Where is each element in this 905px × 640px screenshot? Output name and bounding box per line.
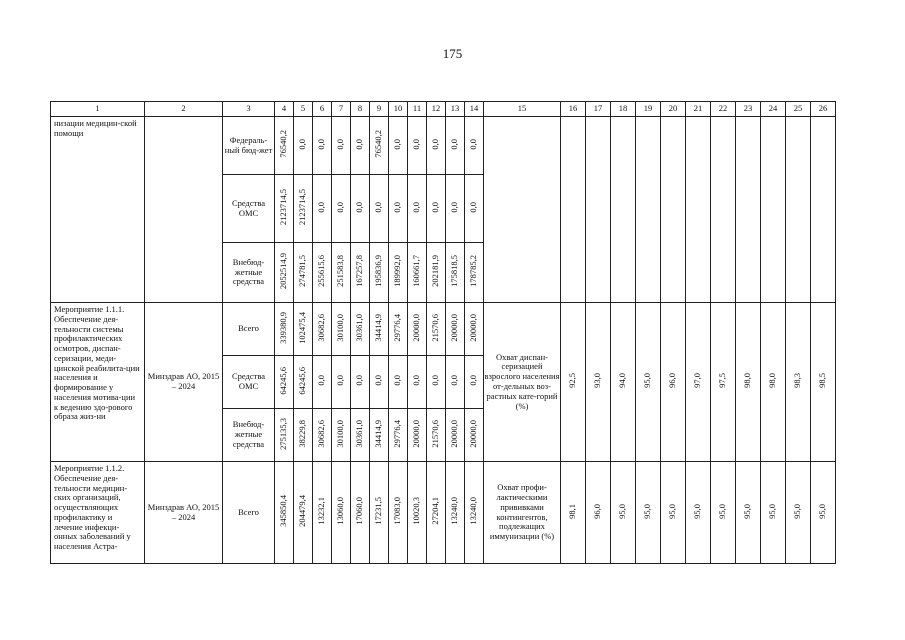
amount-cell-text: 13240,0 bbox=[449, 497, 460, 525]
funding-source-cell: Федераль-ный бюд-жет bbox=[223, 117, 275, 175]
amount-cell-text: 0,0 bbox=[354, 375, 365, 386]
amount-cell-text: 20000,0 bbox=[468, 313, 479, 342]
amount-cell-text: 0,0 bbox=[354, 138, 365, 150]
amount-cell-text: 0,0 bbox=[316, 375, 327, 386]
header-cell: 14 bbox=[465, 102, 484, 117]
amount-cell-text: 13232,1 bbox=[316, 497, 327, 525]
amount-cell-text: 0,0 bbox=[316, 138, 327, 150]
amount-cell-text: 29776,4 bbox=[392, 313, 403, 342]
amount-cell bbox=[427, 409, 446, 462]
amount-cell bbox=[427, 462, 446, 564]
amount-cell-text: 20000,0 bbox=[411, 419, 422, 448]
amount-cell-text: 189992,0 bbox=[392, 255, 403, 288]
target-value-cell bbox=[761, 117, 786, 303]
target-value-cell bbox=[611, 462, 636, 564]
amount-cell bbox=[465, 409, 484, 462]
activity-cell: Мероприятие 1.1.1. Обеспечение дея-тельности системы профилактических осмотров, диспан-серизации, меди-цинской реабилита-ции населения и формирование у населения мотива-ции к ведению здо-рового образа жиз-ни bbox=[51, 303, 145, 462]
amount-cell bbox=[275, 243, 294, 303]
header-cell: 26 bbox=[811, 102, 836, 117]
amount-cell-text: 30682,6 bbox=[316, 313, 327, 342]
amount-cell bbox=[332, 175, 351, 243]
target-value-cell bbox=[786, 117, 811, 303]
header-cell: 18 bbox=[611, 102, 636, 117]
amount-cell-text: 64245,6 bbox=[297, 366, 308, 395]
amount-cell-text: 275135,3 bbox=[278, 417, 289, 450]
amount-cell-text: 0,0 bbox=[297, 138, 308, 150]
target-value-cell bbox=[661, 462, 686, 564]
amount-cell bbox=[408, 175, 427, 243]
amount-cell bbox=[313, 356, 332, 409]
header-cell: 7 bbox=[332, 102, 351, 117]
amount-cell-text: 102475,4 bbox=[297, 311, 308, 344]
amount-cell bbox=[275, 356, 294, 409]
amount-cell-text: 20000,0 bbox=[411, 313, 422, 342]
target-value-cell bbox=[611, 117, 636, 303]
amount-cell bbox=[294, 243, 313, 303]
amount-cell-text: 30100,0 bbox=[335, 313, 346, 342]
amount-cell bbox=[389, 303, 408, 356]
amount-cell bbox=[465, 243, 484, 303]
target-value-cell bbox=[686, 303, 711, 462]
amount-cell bbox=[370, 409, 389, 462]
amount-cell-text: 255615,6 bbox=[316, 255, 327, 288]
amount-cell-text: 13240,0 bbox=[468, 497, 479, 525]
amount-cell-text: 2123714,5 bbox=[297, 189, 308, 226]
amount-cell-text: 17060,0 bbox=[354, 497, 365, 525]
amount-cell-text: 10020,3 bbox=[411, 497, 422, 525]
target-value-cell bbox=[711, 462, 736, 564]
amount-cell bbox=[389, 356, 408, 409]
amount-cell-text: 0,0 bbox=[354, 201, 365, 213]
header-cell: 8 bbox=[351, 102, 370, 117]
amount-cell bbox=[313, 409, 332, 462]
amount-cell-text: 21570,6 bbox=[430, 313, 441, 342]
amount-cell bbox=[446, 409, 465, 462]
target-value-cell-text: 95,0 bbox=[617, 503, 628, 519]
header-cell: 1 bbox=[51, 102, 145, 117]
amount-cell bbox=[313, 175, 332, 243]
header-cell: 20 bbox=[661, 102, 686, 117]
header-cell: 17 bbox=[586, 102, 611, 117]
target-value-cell bbox=[661, 117, 686, 303]
amount-cell-text: 20000,0 bbox=[449, 419, 460, 448]
amount-cell bbox=[332, 462, 351, 564]
target-value-cell bbox=[636, 462, 661, 564]
amount-cell-text: 17083,0 bbox=[392, 497, 403, 525]
amount-cell bbox=[294, 175, 313, 243]
amount-cell bbox=[408, 356, 427, 409]
amount-cell-text: 0,0 bbox=[392, 375, 403, 386]
amount-cell bbox=[465, 462, 484, 564]
amount-cell bbox=[370, 462, 389, 564]
amount-cell-text: 178785,2 bbox=[468, 255, 479, 288]
amount-cell bbox=[351, 175, 370, 243]
amount-cell-text: 204479,4 bbox=[297, 495, 308, 528]
target-value-cell-text: 98,1 bbox=[567, 503, 578, 519]
target-value-cell bbox=[736, 117, 761, 303]
target-value-cell bbox=[811, 303, 836, 462]
amount-cell-text: 38229,8 bbox=[297, 419, 308, 448]
target-value-cell-text: 92,5 bbox=[567, 373, 578, 389]
amount-cell bbox=[408, 243, 427, 303]
header-cell: 2 bbox=[145, 102, 223, 117]
amount-cell bbox=[351, 243, 370, 303]
amount-cell-text: 0,0 bbox=[430, 138, 441, 150]
target-value-cell bbox=[761, 462, 786, 564]
amount-cell bbox=[446, 303, 465, 356]
target-value-cell bbox=[561, 117, 586, 303]
amount-cell bbox=[408, 462, 427, 564]
table-row bbox=[51, 462, 836, 564]
target-value-cell-text: 95,0 bbox=[642, 503, 653, 519]
target-value-cell bbox=[586, 117, 611, 303]
amount-cell bbox=[389, 462, 408, 564]
amount-cell bbox=[275, 175, 294, 243]
amount-cell bbox=[332, 303, 351, 356]
target-value-cell bbox=[586, 462, 611, 564]
header-row bbox=[51, 102, 836, 117]
amount-cell-text: 175818,5 bbox=[449, 255, 460, 288]
target-value-cell bbox=[761, 303, 786, 462]
header-cell: 3 bbox=[223, 102, 275, 117]
amount-cell bbox=[465, 175, 484, 243]
target-value-cell bbox=[736, 462, 761, 564]
amount-cell-text: 34414,9 bbox=[373, 419, 384, 448]
amount-cell bbox=[332, 243, 351, 303]
target-value-cell-text: 96,0 bbox=[667, 373, 678, 389]
amount-cell bbox=[427, 117, 446, 175]
header-cell: 13 bbox=[446, 102, 465, 117]
executor-cell: Минздрав АО, 2015 – 2024 bbox=[145, 303, 223, 462]
amount-cell bbox=[465, 303, 484, 356]
amount-cell-text: 274781,5 bbox=[297, 255, 308, 288]
amount-cell-text: 0,0 bbox=[411, 138, 422, 150]
amount-cell-text: 0,0 bbox=[335, 375, 346, 386]
amount-cell bbox=[446, 175, 465, 243]
target-value-cell bbox=[586, 303, 611, 462]
amount-cell-text: 0,0 bbox=[449, 201, 460, 213]
header-cell: 10 bbox=[389, 102, 408, 117]
target-value-cell-text: 97,5 bbox=[717, 373, 728, 389]
header-cell: 23 bbox=[736, 102, 761, 117]
amount-cell-text: 2123714,5 bbox=[278, 189, 289, 226]
funding-source-cell: Всего bbox=[223, 462, 275, 564]
header-cell: 24 bbox=[761, 102, 786, 117]
amount-cell bbox=[313, 243, 332, 303]
target-value-cell bbox=[736, 303, 761, 462]
funding-source-cell: Всего bbox=[223, 303, 275, 356]
header-cell: 21 bbox=[686, 102, 711, 117]
target-value-cell-text: 95,0 bbox=[642, 373, 653, 389]
amount-cell-text: 34414,9 bbox=[373, 313, 384, 342]
amount-cell-text: 0,0 bbox=[335, 138, 346, 150]
amount-cell-text: 0,0 bbox=[373, 201, 384, 213]
target-value-cell-text: 98,0 bbox=[767, 373, 778, 389]
amount-cell-text: 2052514,9 bbox=[278, 253, 289, 290]
amount-cell-text: 339380,9 bbox=[278, 311, 289, 344]
amount-cell-text: 20000,0 bbox=[468, 419, 479, 448]
amount-cell-text: 0,0 bbox=[392, 138, 403, 150]
target-value-cell bbox=[786, 462, 811, 564]
header-cell: 12 bbox=[427, 102, 446, 117]
amount-cell bbox=[465, 117, 484, 175]
amount-cell bbox=[275, 303, 294, 356]
amount-cell-text: 0,0 bbox=[468, 201, 479, 213]
target-value-cell-text: 97,0 bbox=[692, 373, 703, 389]
header-cell: 4 bbox=[275, 102, 294, 117]
amount-cell bbox=[351, 303, 370, 356]
amount-cell-text: 0,0 bbox=[411, 201, 422, 213]
funding-source-cell: Средства ОМС bbox=[223, 175, 275, 243]
amount-cell bbox=[408, 303, 427, 356]
header-cell: 19 bbox=[636, 102, 661, 117]
header-cell: 6 bbox=[313, 102, 332, 117]
target-value-cell-text: 95,0 bbox=[667, 503, 678, 519]
amount-cell bbox=[313, 303, 332, 356]
table-row bbox=[51, 303, 836, 356]
amount-cell-text: 0,0 bbox=[468, 375, 479, 386]
amount-cell bbox=[465, 356, 484, 409]
indicator-cell bbox=[484, 117, 561, 303]
amount-cell bbox=[313, 462, 332, 564]
page-number: 175 bbox=[442, 46, 463, 61]
amount-cell bbox=[370, 356, 389, 409]
amount-cell bbox=[370, 303, 389, 356]
funding-source-cell: Средства ОМС bbox=[223, 356, 275, 409]
target-value-cell bbox=[711, 303, 736, 462]
amount-cell bbox=[294, 409, 313, 462]
amount-cell-text: 251583,8 bbox=[335, 255, 346, 288]
amount-cell-text: 29776,4 bbox=[392, 419, 403, 448]
indicator-cell: Охват диспан-серизацией взрослого населения от-дельных воз-растных кате-горий (%) bbox=[484, 303, 561, 462]
target-value-cell bbox=[811, 117, 836, 303]
amount-cell bbox=[294, 462, 313, 564]
amount-cell bbox=[294, 303, 313, 356]
header-cell: 15 bbox=[484, 102, 561, 117]
amount-cell-text: 0,0 bbox=[316, 201, 327, 213]
amount-cell bbox=[427, 303, 446, 356]
target-value-cell bbox=[661, 303, 686, 462]
amount-cell-text: 167257,8 bbox=[354, 255, 365, 288]
program-table bbox=[50, 101, 836, 564]
amount-cell-text: 0,0 bbox=[335, 201, 346, 213]
target-value-cell-text: 98,3 bbox=[792, 373, 803, 389]
amount-cell bbox=[427, 243, 446, 303]
amount-cell-text: 30361,0 bbox=[354, 419, 365, 448]
header-cell: 9 bbox=[370, 102, 389, 117]
amount-cell bbox=[370, 117, 389, 175]
target-value-cell-text: 95,0 bbox=[817, 503, 828, 519]
amount-cell bbox=[370, 175, 389, 243]
header-cell: 11 bbox=[408, 102, 427, 117]
amount-cell bbox=[351, 356, 370, 409]
amount-cell-text: 13060,0 bbox=[335, 497, 346, 525]
amount-cell bbox=[408, 409, 427, 462]
amount-cell bbox=[427, 175, 446, 243]
amount-cell bbox=[389, 175, 408, 243]
target-value-cell bbox=[811, 462, 836, 564]
indicator-cell: Охват профи-лактическими прививками контингентов, подлежащих иммунизации (%) bbox=[484, 462, 561, 564]
amount-cell-text: 21570,6 bbox=[430, 419, 441, 448]
amount-cell bbox=[446, 462, 465, 564]
target-value-cell-text: 98,5 bbox=[817, 373, 828, 389]
target-value-cell-text: 95,0 bbox=[742, 503, 753, 519]
amount-cell-text: 30361,0 bbox=[354, 313, 365, 342]
amount-cell bbox=[294, 117, 313, 175]
amount-cell bbox=[275, 117, 294, 175]
amount-cell-text: 0,0 bbox=[430, 375, 441, 386]
amount-cell bbox=[446, 356, 465, 409]
amount-cell bbox=[446, 243, 465, 303]
amount-cell-text: 345850,4 bbox=[278, 495, 289, 528]
amount-cell-text: 195836,9 bbox=[373, 255, 384, 288]
amount-cell bbox=[313, 117, 332, 175]
target-value-cell bbox=[561, 462, 586, 564]
amount-cell bbox=[332, 117, 351, 175]
amount-cell bbox=[332, 409, 351, 462]
amount-cell-text: 0,0 bbox=[392, 201, 403, 213]
header-cell: 16 bbox=[561, 102, 586, 117]
target-value-cell bbox=[686, 117, 711, 303]
amount-cell bbox=[351, 117, 370, 175]
target-value-cell bbox=[686, 462, 711, 564]
target-value-cell-text: 95,0 bbox=[717, 503, 728, 519]
amount-cell bbox=[351, 409, 370, 462]
amount-cell-text: 27204,1 bbox=[430, 497, 441, 525]
amount-cell-text: 64245,6 bbox=[278, 366, 289, 395]
target-value-cell bbox=[636, 303, 661, 462]
target-value-cell-text: 95,0 bbox=[767, 503, 778, 519]
amount-cell bbox=[275, 462, 294, 564]
amount-cell-text: 0,0 bbox=[430, 201, 441, 213]
amount-cell bbox=[370, 243, 389, 303]
amount-cell bbox=[294, 356, 313, 409]
target-value-cell-text: 93,0 bbox=[592, 373, 603, 389]
target-value-cell bbox=[636, 117, 661, 303]
amount-cell-text: 0,0 bbox=[411, 375, 422, 386]
target-value-cell-text: 96,0 bbox=[592, 503, 603, 519]
amount-cell bbox=[389, 409, 408, 462]
amount-cell bbox=[427, 356, 446, 409]
target-value-cell bbox=[561, 303, 586, 462]
amount-cell-text: 0,0 bbox=[449, 138, 460, 150]
header-cell: 22 bbox=[711, 102, 736, 117]
target-value-cell-text: 95,0 bbox=[692, 503, 703, 519]
amount-cell-text: 17231,5 bbox=[373, 497, 384, 525]
target-value-cell bbox=[786, 303, 811, 462]
activity-cell: низации медицин-ской помощи bbox=[51, 117, 145, 303]
amount-cell-text: 30682,6 bbox=[316, 419, 327, 448]
amount-cell bbox=[332, 356, 351, 409]
amount-cell-text: 76540,2 bbox=[278, 130, 289, 158]
amount-cell bbox=[389, 243, 408, 303]
amount-cell bbox=[408, 117, 427, 175]
executor-cell bbox=[145, 117, 223, 303]
target-value-cell-text: 94,0 bbox=[617, 373, 628, 389]
amount-cell bbox=[351, 462, 370, 564]
amount-cell-text: 0,0 bbox=[449, 375, 460, 386]
amount-cell-text: 20000,0 bbox=[449, 313, 460, 342]
amount-cell bbox=[389, 117, 408, 175]
executor-cell: Минздрав АО, 2015 – 2024 bbox=[145, 462, 223, 564]
amount-cell-text: 160661,7 bbox=[411, 255, 422, 288]
target-value-cell bbox=[611, 303, 636, 462]
activity-cell: Мероприятие 1.1.2. Обеспечение дея-тельности медицин-ских организаций, осуществляющих профилактику и лечение инфекци-онных заболеваний у населения Астра- bbox=[51, 462, 145, 564]
amount-cell-text: 30100,0 bbox=[335, 419, 346, 448]
amount-cell bbox=[446, 117, 465, 175]
amount-cell-text: 202181,9 bbox=[430, 255, 441, 288]
header-cell: 5 bbox=[294, 102, 313, 117]
target-value-cell bbox=[711, 117, 736, 303]
funding-source-cell: Внебюд-жетные средства bbox=[223, 409, 275, 462]
amount-cell bbox=[275, 409, 294, 462]
amount-cell-text: 0,0 bbox=[373, 375, 384, 386]
amount-cell-text: 76540,2 bbox=[373, 130, 384, 158]
table-row bbox=[51, 117, 836, 175]
target-value-cell-text: 98,0 bbox=[742, 373, 753, 389]
amount-cell-text: 0,0 bbox=[468, 138, 479, 150]
header-cell: 25 bbox=[786, 102, 811, 117]
target-value-cell-text: 95,0 bbox=[792, 503, 803, 519]
funding-source-cell: Внебюд-жетные средства bbox=[223, 243, 275, 303]
